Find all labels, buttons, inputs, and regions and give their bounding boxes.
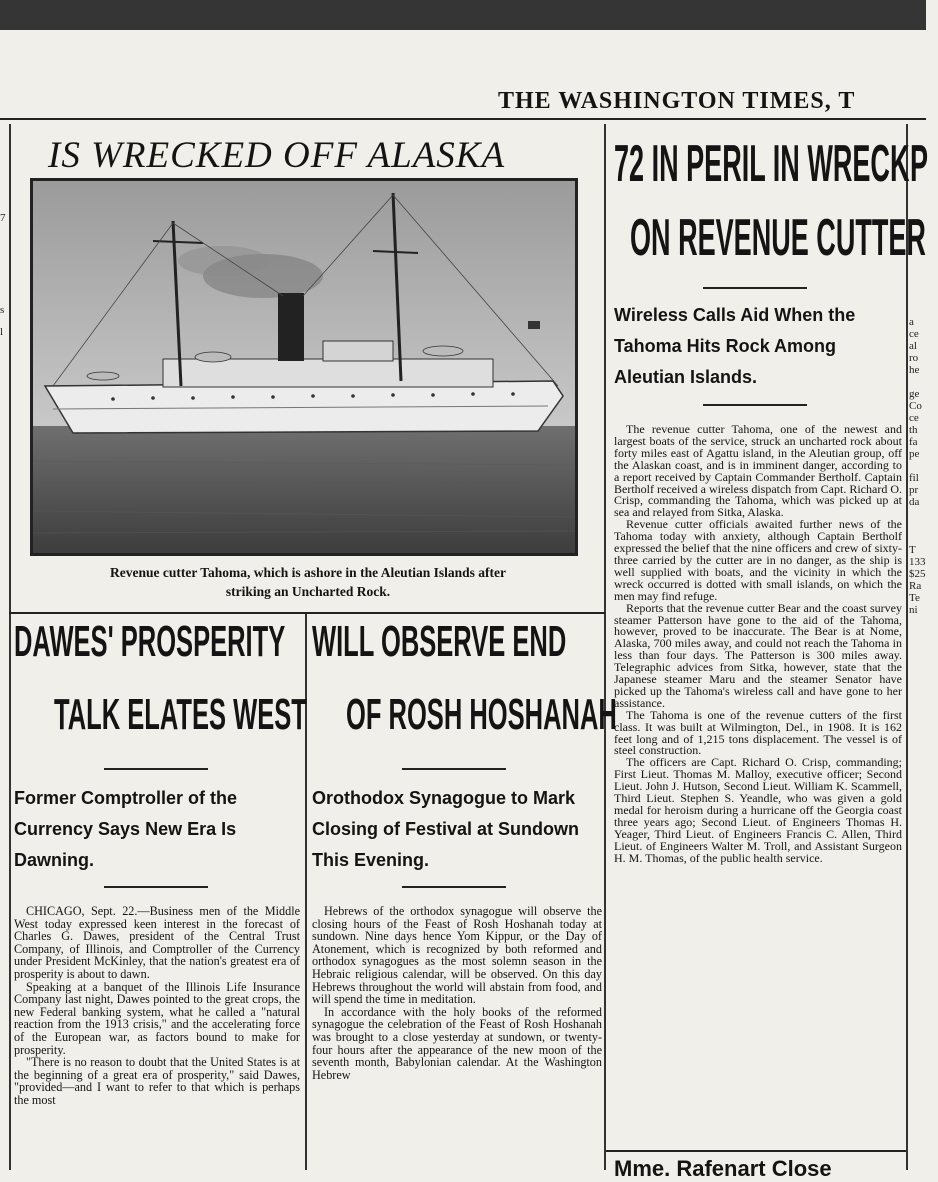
rosh-deck: Orothodox Synagogue to Mark Closing of Festival at Sundown This Evening. xyxy=(312,788,580,870)
masthead-rule xyxy=(0,118,926,120)
edge-line: da xyxy=(909,496,920,508)
column-rule xyxy=(906,124,908,1170)
headline-divider xyxy=(703,287,807,289)
section-rule xyxy=(606,1150,906,1152)
revenue-cutter-image xyxy=(33,181,575,553)
deck-divider xyxy=(104,886,208,888)
deck-divider xyxy=(402,886,506,888)
rosh-headline-line2: OF ROSH HOSHANAH xyxy=(346,690,617,739)
dawes-body xyxy=(14,905,300,1107)
edge-line: 7 xyxy=(0,212,6,224)
edge-line: ni xyxy=(909,604,918,616)
edge-line: Co xyxy=(909,400,922,412)
caption-line: striking an Uncharted Rock. xyxy=(225,584,391,599)
left-edge-fragments xyxy=(0,212,8,338)
edge-line: Te xyxy=(909,592,920,604)
section-rule xyxy=(9,612,605,614)
edge-line: ce xyxy=(909,328,919,340)
edge-line: th xyxy=(909,424,918,436)
caption-line: Revenue cutter Tahoma, which is ashore in the Aleutian Islands after xyxy=(110,565,506,580)
dawes-headline-line2: TALK ELATES WEST xyxy=(54,690,307,739)
deck-divider xyxy=(703,404,807,406)
edge-line: fa xyxy=(909,436,918,448)
paragraph: In accordance with the holy books of the reformed synagogue the celebration of the Feast of Rosh Hoshanah was brought to a close yesterday at sundown, or twenty-four hours after the appearance of the new moon of the seventh month, Babylonian calendar. At the Washington Hebrew xyxy=(312,1004,602,1082)
tahoma-headline-line1: 72 IN PERIL IN WRECK xyxy=(614,135,910,193)
window-top-bar xyxy=(0,0,926,30)
photo-story-headline: IS WRECKED OFF ALASKA xyxy=(48,135,506,176)
paragraph: CHICAGO, Sept. 22.—Business men of the Middle West today expressed keen interest in the forecast of Charles G. Dawes, president of the Central Trust Company, of Illinois, and Comptroller of the Currency under President McKinley, that the nation's greatest era of prosperity is about to dawn. xyxy=(14,904,300,981)
edge-line: $25 xyxy=(909,568,926,580)
edge-line: s xyxy=(0,304,5,316)
edge-line: ce xyxy=(909,412,919,424)
paragraph: Hebrews of the orthodox synagogue will observe the closing hours of the Feast of Rosh Hoshanah today at sundown. Nine days hence Yom Kippur, or the Day of Atonement, which is recognized by both reformed and orthodox synagogues as the most solemn season in the Hebraic religious calendar, will be observed. On this day Hebrews throughout the world will abstain from food, and will spend the time in meditation. xyxy=(312,904,602,1007)
right-edge-headline-fragment: P xyxy=(910,135,929,193)
rosh-body xyxy=(312,905,602,1081)
column-rule xyxy=(9,124,11,1170)
edge-line: pe xyxy=(909,448,920,460)
paragraph: The Tahoma is one of the revenue cutters of the first class. It was built at Wilmington, Del., in 1908. It is 162 feet long and of 1,215 tons displacement. The vessel is of steel construction. xyxy=(614,707,902,758)
next-story-heading: Mme. Rafenart Close xyxy=(614,1156,832,1181)
rosh-headline-line1: WILL OBSERVE END xyxy=(312,617,567,666)
paragraph: Reports that the revenue cutter Bear and the coast survey steamer Patterson have gone to the aid of the Tahoma, however, proved to be inaccurate. The Bear is at Nome, Alaska, 700 miles away, and could not reach the Tahoma in less than four days. The Patterson is 300 miles away. Telegraphic advices from Sitka, however, state that the Japanese steamer Maru and the steamer Senator have picked up the Tahoma's wireless call and have gone to her assistance. xyxy=(614,600,902,710)
masthead-title: THE WASHINGTON TIMES, T xyxy=(498,88,856,114)
edge-line: Ra xyxy=(909,580,922,592)
edge-line: ge xyxy=(909,388,920,400)
paragraph: The officers are Capt. Richard O. Crisp, commanding; First Lieut. Thomas M. Malloy, executive officer; Second Lieut. John J. Hutson, Second Lieut. William K. Scammell, Third Lieut. Stephen S. Yeandle, who was given a gold medal for heroism during a hurricane off the Georgia coast three years ago; Second Lieut. of Engineers Thomas H. Yeager, Third Lieut. of Engineers Francis C. Allen, Third Lieut. of Engineers Walter M. Troll, and Assistant Surgeon H. M. Thomas, of the public health service. xyxy=(614,755,902,865)
right-edge-fragments xyxy=(909,316,926,616)
edge-line: ro xyxy=(909,352,919,364)
paragraph: Speaking at a banquet of the Illinois Life Insurance Company last night, Dawes pointed to the great crops, the new Federal banking system, what he called a "natural reaction from the 1913 crisis," and the accelerating force of the European war, as factors bound to make for prosperity. xyxy=(14,979,300,1057)
tahoma-body xyxy=(614,424,902,865)
edge-line: fil xyxy=(909,472,919,484)
column-rule xyxy=(604,124,606,1170)
paragraph: The revenue cutter Tahoma, one of the newest and largest boats of the service, struck an uncharted rock about forty miles east of Agattu island, in the Aleutian group, off the Alaskan coast, and is in imminent danger, according to a report received by Captain Commander Bertholf. Captain Bertholf received a wireless dispatch from Capt. Richard O. Crisp, commanding the Tahoma, which was picked up at sea and relayed from Sitka, Alaska. xyxy=(614,422,902,520)
photo-caption xyxy=(18,563,598,601)
edge-line: l xyxy=(0,326,4,338)
dawes-deck: Former Comptroller of the Currency Says New Era Is Dawning. xyxy=(14,788,238,870)
tahoma-headline-line2: ON REVENUE CUTTER xyxy=(630,209,926,267)
edge-line: pr xyxy=(909,484,919,496)
tahoma-deck: Wireless Calls Aid When the Tahoma Hits Rock Among Aleutian Islands. xyxy=(614,305,856,387)
headline-divider xyxy=(402,768,506,770)
edge-line: al xyxy=(909,340,917,352)
ship-photo xyxy=(30,178,578,556)
paragraph: Revenue cutter officials awaited further news of the Tahoma today with anxiety, although Captain Bertholf expressed the belief that the nine officers and crew of sixty-three carried by the cutter are in no danger, as the ship is well supplied with boats, and the vicinity in which the wreck occurred is dotted with small islands, on which the men may find refuge. xyxy=(614,517,902,603)
headline-divider xyxy=(104,768,208,770)
edge-line: a xyxy=(909,316,914,328)
edge-line: T xyxy=(909,544,916,556)
edge-line: 133 xyxy=(909,556,926,568)
dawes-headline-line1: DAWES' PROSPERITY xyxy=(14,617,286,666)
edge-line: he xyxy=(909,364,920,376)
paragraph: "There is no reason to doubt that the United States is at the beginning of a great era of prosperity," said Dawes, "provided—and I want to refer to that which is perhaps the most xyxy=(14,1055,300,1107)
